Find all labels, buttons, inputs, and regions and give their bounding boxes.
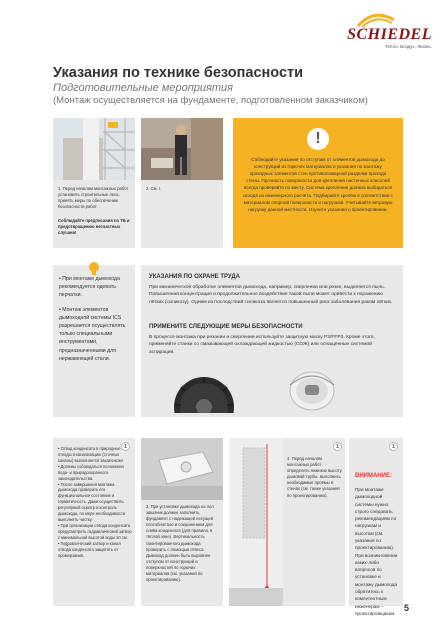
- step2-panel: [141, 118, 223, 248]
- scaffolding-photo: [53, 118, 135, 180]
- attention-title: ВНИМАНИЕ:: [355, 473, 392, 479]
- chimney-base-photo: [141, 438, 223, 500]
- step3-text: 3. При установке дымохода на пол заказчик должен заполнить фундамент с надежащей несущей способностью и соединением для слива конденсата (для правила, в тёплой зоне). Вертикальность смонтированного дымохода проверить с помощью отвеса. Дымоход должен быть выровнен отступом от конструкций и поверхностей по горючих материалов (см. указания по проектированию).: [146, 504, 214, 583]
- step4-text: 4. Перед началом монтажных работ определить нижнюю высоту дымовой трубы. выполнить необходимые проёмы в стенах (см. также указания по проектированию).: [287, 456, 342, 498]
- condensate-item: • После завершения монтажа дымохода проверить его функциональное состояние и герметичность. Даже осуществить регулярный осмотр и контроль дымохода, по мере необходимости выполнять чистку.: [58, 481, 126, 523]
- cutting-disc-icon: [171, 357, 237, 413]
- page-title: Указания по технике безопасности: [53, 65, 304, 81]
- brand-name: SCHIEDEL: [347, 26, 432, 43]
- tip-item: • Монтаж элементов дымоходной системы ICS разрешается осуществлять только специальными инструментами, предназначенными для нержавеющей стали.: [59, 307, 126, 362]
- page-subtitle: Подготовительные мероприятия: [53, 82, 234, 94]
- condensate-item: • При организации отвода конденсата предусмотреть гидравлический затвор с минимальной высотой воды 10 см.: [58, 522, 132, 540]
- condensate-item: • Гидравлический затвор и канал отвода конденсата защитить от промерзания.: [58, 540, 121, 558]
- fire-safety-warning-panel: [233, 118, 403, 248]
- condensate-panel: [53, 438, 135, 606]
- labor-protection-title: УКАЗАНИЯ ПО ОХРАНЕ ТРУДА: [149, 274, 240, 280]
- condensate-text: [58, 446, 132, 559]
- step1-panel: [53, 118, 135, 248]
- worker-photo: [141, 118, 223, 180]
- page-number: 5: [403, 603, 409, 613]
- wall-measurement-photo: [229, 438, 283, 606]
- fire-safety-warning-text: Соблюдайте указания по отступам от элементов дымохода до конструкций из горючих материалов и указания по монтажу проходных элементов стен противопожарной разделки прохода стены. Прочность поверхности для крепления настенных консолей всегда проверяйте по месту. Система крепления должна выбираться исходя из инженерного расчёта. Подбирайте крепёж в соответствии с материалом опорной поверхности и нагрузкой. Учитывайте ветровую нагрузку данной местности. Изучите указания о проектировании.: [243, 157, 393, 212]
- step2-text: 2. См. I.: [146, 186, 162, 191]
- safety-measures-text: В процессе монтажа при резании и сверлении используйте защитную маску P3/FFP3. Кроме этого, применяйте станки со смазывающей охлаждающей жидкостью (СОЖ) или оснащённые системой аспирации.: [149, 335, 375, 355]
- step1-text: 1. Перед началом монтажных работ установить строительные леса. принять меры по обеспечению безопасности работ.: [58, 186, 129, 210]
- step1-bold-text: Соблюдайте предписания по ТБ и предотвращению несчастных случаев!: [58, 218, 130, 236]
- info-badge: 1: [333, 442, 342, 451]
- brand-tagline: Тепло. Воздух. Жизнь.: [385, 44, 432, 49]
- page-note: (Монтаж осуществляется на фундаменте, подготовленном заказчиком): [53, 95, 368, 106]
- info-badge: 1: [389, 442, 398, 451]
- tip-item: • При монтаже дымохода рекомендуется одевать перчатки.: [59, 276, 120, 299]
- step3-panel: [141, 438, 223, 606]
- condensate-item: • Отвод конденсата в природные отходы в канализацию (сточные каналы) выполняется заказчиком!: [58, 446, 123, 463]
- step4-panel: [229, 438, 345, 606]
- attention-text: При монтаже дымоходной системы нужно строго следовать рекомендациям по нагрузкам и высотам (см. указания по проектированию). При возникновении каких-либо вопросов по установке и монтажу дымохода обратитесь к компетентным инженерам – проектировщикам.: [355, 487, 398, 616]
- warning-icon: !: [307, 128, 329, 150]
- tips-panel: [53, 265, 135, 417]
- info-badge: 1: [121, 442, 130, 451]
- labor-protection-panel: [141, 265, 403, 417]
- schiedel-logo: [346, 12, 432, 52]
- labor-protection-text: При механической обработке элементов дымохода, например, сверлении или резке, выделяется пыль. Повышенная концентрация и продолжительное воздействие такой пыли может привести к поражению лёгких (силикозу). Одним из последствий силикоза является повышенный риск заболевания раком лёгких.: [149, 285, 393, 305]
- respirator-mask-icon: [283, 357, 341, 413]
- condensate-item: • Должны соблюдаться положения водо- и природоохранного законодательства.: [58, 463, 124, 481]
- safety-measures-title: ПРИМЕНИТЕ СЛЕДУЮЩИЕ МЕРЫ БЕЗОПАСНОСТИ: [149, 324, 303, 330]
